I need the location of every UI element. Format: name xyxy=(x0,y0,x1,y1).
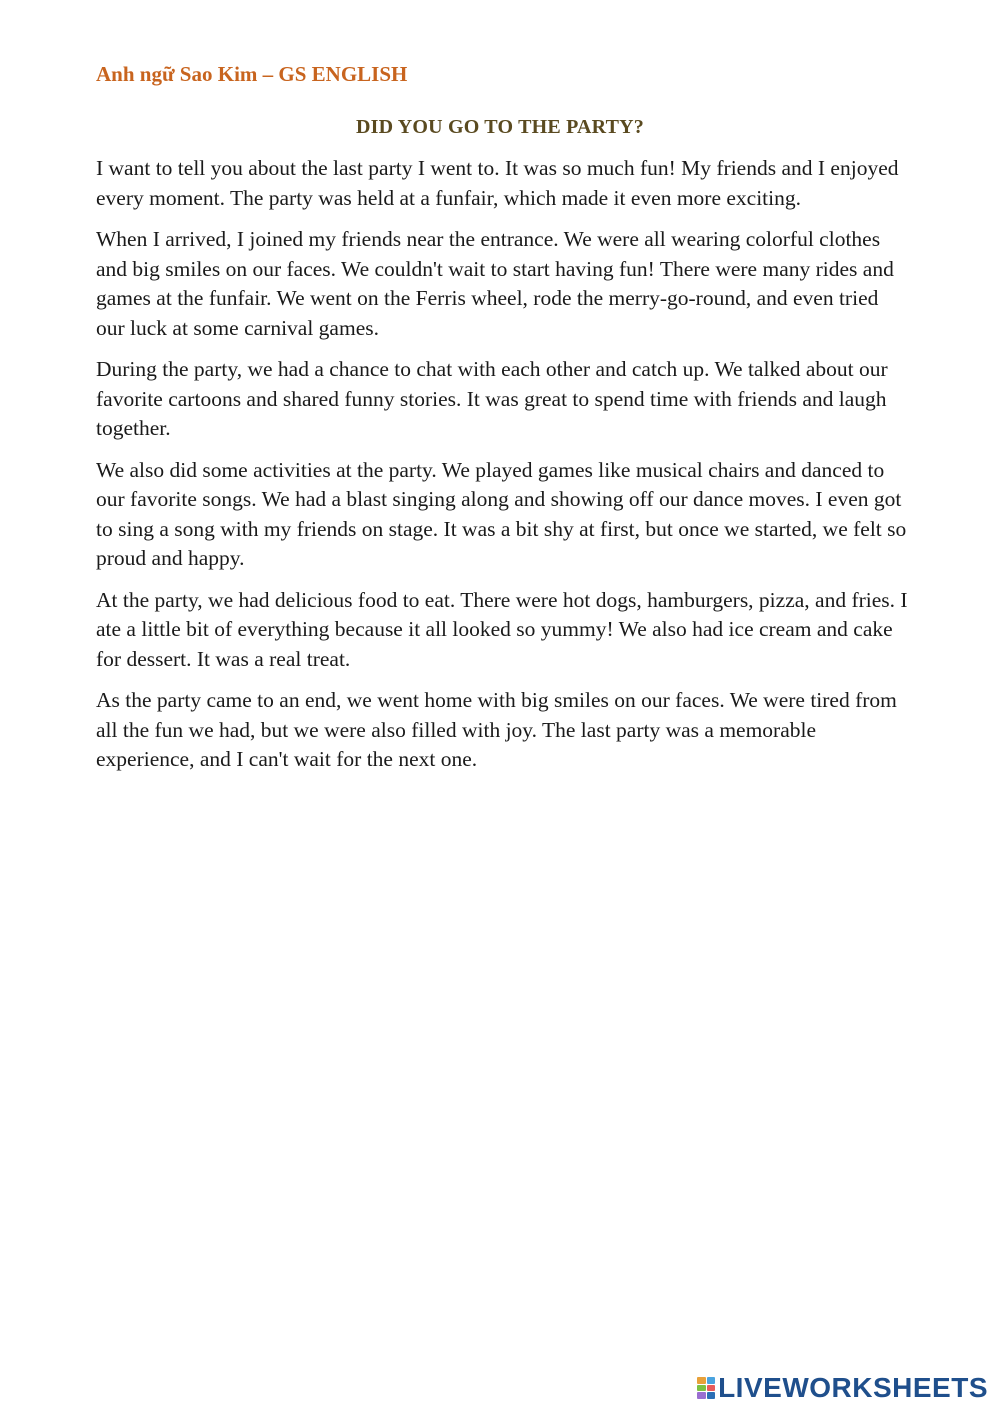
brand-header: Anh ngữ Sao Kim – GS ENGLISH xyxy=(96,62,408,86)
paragraph: During the party, we had a chance to chat with each other and catch up. We talked about our favorite cartoons and shared funny stories. It was great to spend time with friends and laugh together. xyxy=(96,357,888,440)
logo-tile xyxy=(697,1392,706,1399)
logo-tile xyxy=(697,1385,706,1392)
paragraph: I want to tell you about the last party I went to. It was so much fun! My friends and I enjoyed every moment. The party was held at a funfair, which made it even more exciting. xyxy=(96,156,899,210)
logo-tile xyxy=(697,1377,706,1384)
logo-text: LIVEWORKSHEETS xyxy=(718,1372,988,1403)
document-title: DID YOU GO TO THE PARTY? xyxy=(355,116,645,138)
liveworksheets-logo xyxy=(697,1374,988,1402)
liveworksheets-logo-icon xyxy=(697,1377,715,1399)
logo-tile xyxy=(707,1377,716,1384)
logo-tile xyxy=(707,1392,716,1399)
paragraph: When I arrived, I joined my friends near the entrance. We were all wearing colorful clothes and big smiles on our faces. We couldn't wait to start having fun! There were many rides and games at the funfair. We went on the Ferris wheel, rode the merry-go-round, and even tried our luck at some carnival games. xyxy=(96,227,894,340)
document-body xyxy=(96,154,908,787)
logo-tile xyxy=(707,1385,716,1392)
paragraph: At the party, we had delicious food to eat. There were hot dogs, hamburgers, pizza, and fries. I ate a little bit of everything because it all looked so yummy! We also had ice cream and cake for dessert. It was a real treat. xyxy=(96,587,908,671)
paragraph: As the party came to an end, we went home with big smiles on our faces. We were tired from all the fun we had, but we were also filled with joy. The last party was a memorable experience, and I can't wait for the next one. xyxy=(96,688,897,771)
paragraph: We also did some activities at the party. We played games like musical chairs and danced to our favorite songs. We had a blast singing along and showing off our dance moves. I even got to sing a song with my friends on stage. It was a bit shy at first, but once we started, we felt so proud and happy. xyxy=(96,457,907,570)
